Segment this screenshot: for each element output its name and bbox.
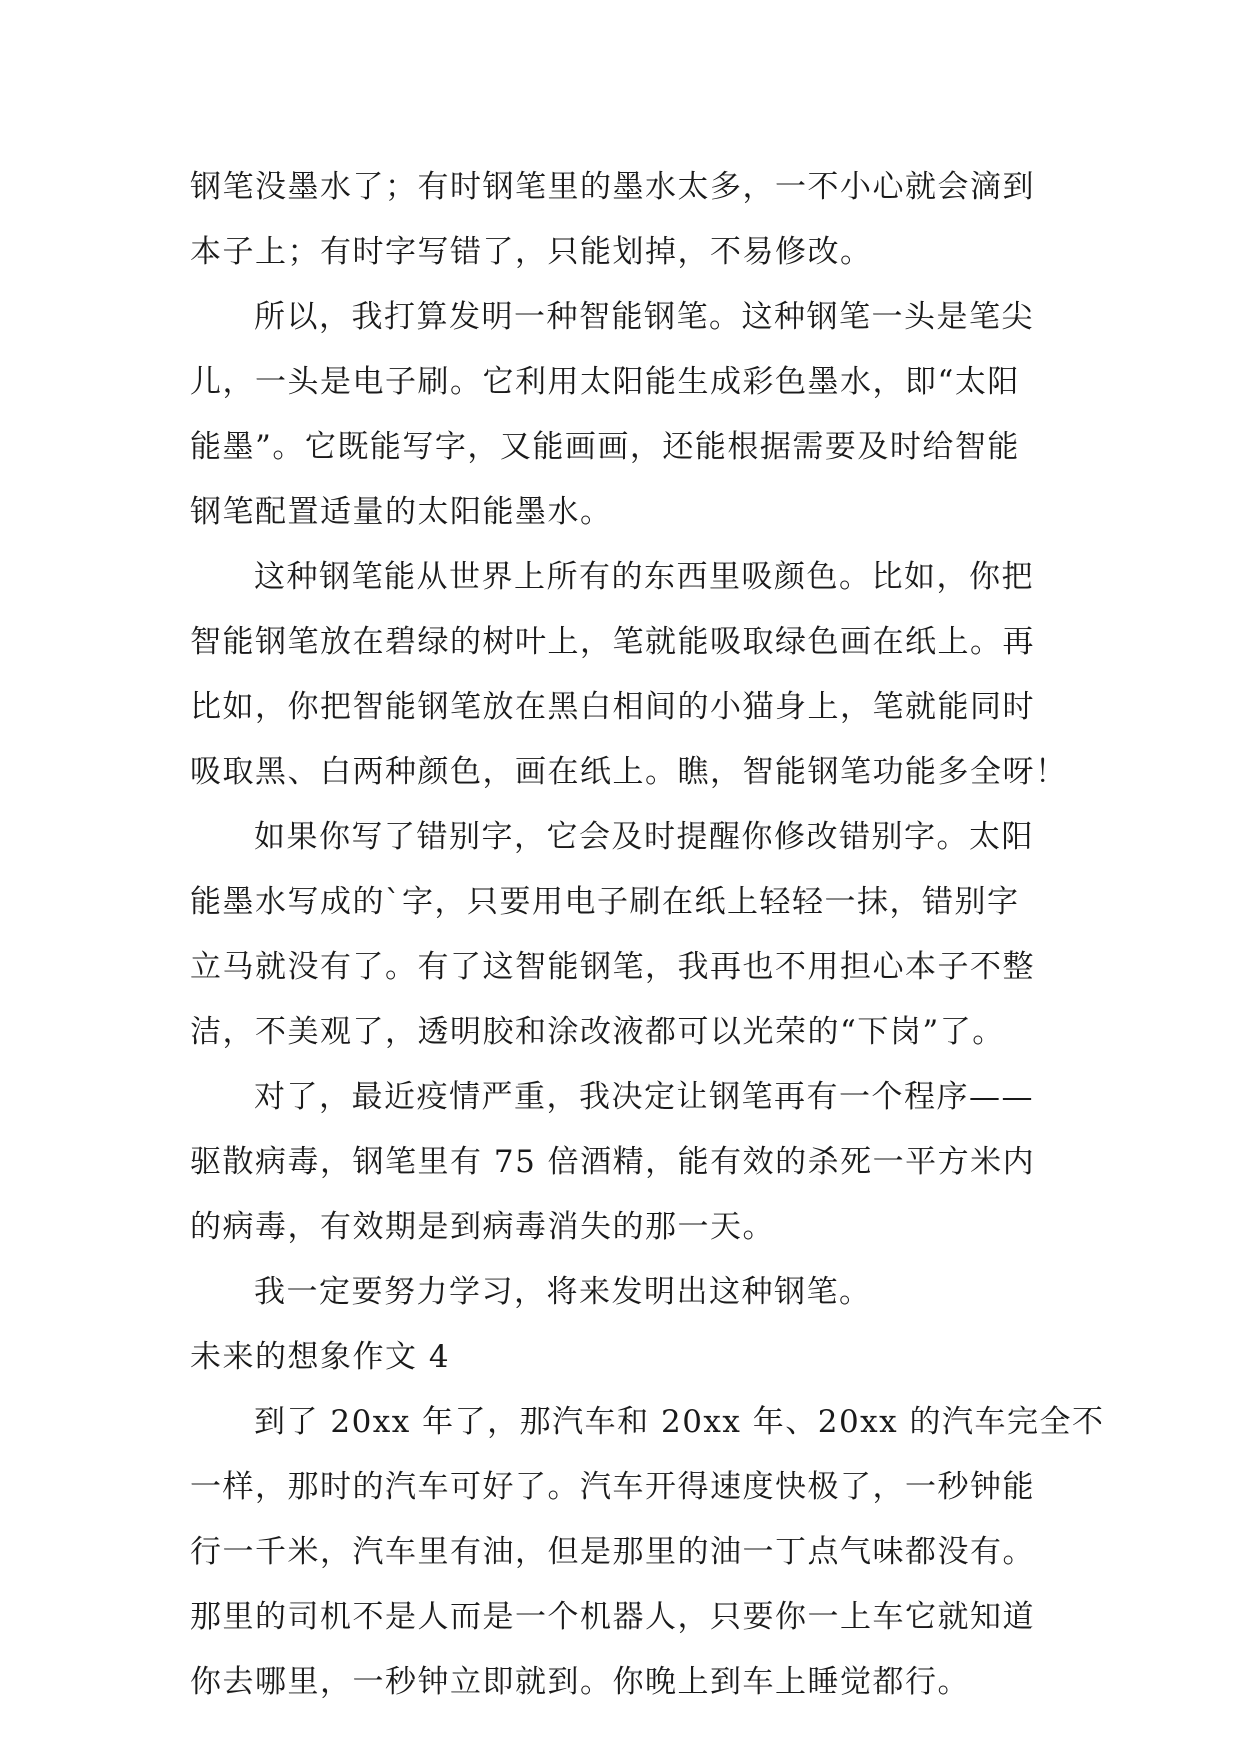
text-line: 钢笔没墨水了；有时钢笔里的墨水太多，一不小心就会滴到 (190, 169, 1035, 205)
document-body (190, 155, 1105, 1715)
text-line: 那里的司机不是人而是一个机器人，只要你一上车它就知道 (190, 1599, 1035, 1635)
text-line: 钢笔配置适量的太阳能墨水。 (190, 494, 613, 530)
text-line: 洁，不美观了，透明胶和涂改液都可以光荣的“下岗”了。 (190, 1014, 1005, 1050)
text-line: 比如，你把智能钢笔放在黑白相间的小猫身上，笔就能同时 (190, 689, 1035, 725)
text-line: 吸取黑、白两种颜色，画在纸上。瞧，智能钢笔功能多全呀！ (190, 754, 1068, 790)
text-line: 能墨水写成的`字，只要用电子刷在纸上轻轻一抹，错别字 (190, 884, 1020, 920)
text-line: 行一千米，汽车里有油，但是那里的油一丁点气味都没有。 (190, 1534, 1035, 1570)
text-line: 你去哪里，一秒钟立即就到。你晚上到车上睡觉都行。 (190, 1664, 970, 1700)
paragraph-start-line: 这种钢笔能从世界上所有的东西里吸颜色。比如，你把 (254, 559, 1034, 595)
text-line: 的病毒，有效期是到病毒消失的那一天。 (190, 1209, 775, 1245)
text-line: 儿，一头是电子刷。它利用太阳能生成彩色墨水，即“太阳 (190, 364, 1020, 400)
text-line: 智能钢笔放在碧绿的树叶上，笔就能吸取绿色画在纸上。再 (190, 624, 1035, 660)
paragraph-start-line: 到了 20xx 年了，那汽车和 20xx 年、20xx 的汽车完全不 (254, 1404, 1105, 1440)
text-line: 驱散病毒，钢笔里有 75 倍酒精，能有效的杀死一平方米内 (190, 1144, 1036, 1180)
text-line: 能墨”。它既能写字，又能画画，还能根据需要及时给智能 (190, 429, 1020, 465)
text-line: 本子上；有时字写错了，只能划掉，不易修改。 (190, 234, 873, 270)
paragraph-start-line: 所以，我打算发明一种智能钢笔。这种钢笔一头是笔尖 (254, 299, 1034, 335)
paragraph-start-line: 如果你写了错别字，它会及时提醒你修改错别字。太阳 (254, 819, 1034, 855)
text-line: 立马就没有了。有了这智能钢笔，我再也不用担心本子不整 (190, 949, 1035, 985)
section-heading: 未来的想象作文 4 (190, 1339, 451, 1375)
paragraph-start-line: 对了，最近疫情严重，我决定让钢笔再有一个程序—— (254, 1079, 1034, 1115)
text-line: 一样，那时的汽车可好了。汽车开得速度快极了，一秒钟能 (190, 1469, 1035, 1505)
paragraph-start-line: 我一定要努力学习，将来发明出这种钢笔。 (254, 1274, 872, 1310)
